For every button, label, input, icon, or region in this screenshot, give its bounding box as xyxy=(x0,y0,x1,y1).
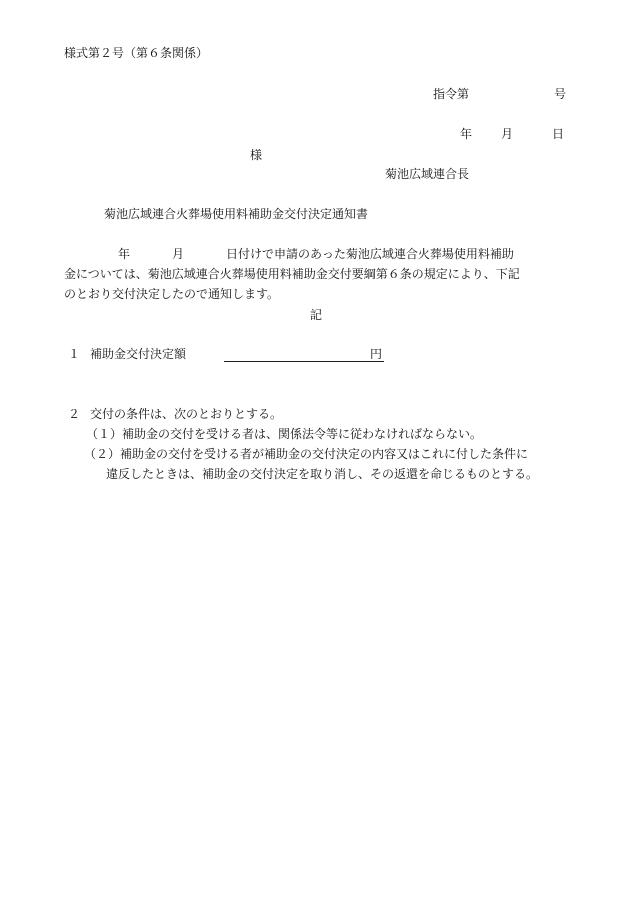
item-1-number: １ xyxy=(68,347,81,361)
form-number: 様式第２号（第６条関係） xyxy=(64,46,209,60)
body-year-label: 年 xyxy=(118,247,131,261)
document-title: 菊池広域連合火葬場使用料補助金交付決定通知書 xyxy=(104,207,369,221)
body-text-line-2: 金については、菊池広域連合火葬場使用料補助金交付要綱第６条の規定により、下記 xyxy=(64,267,520,281)
body-text-line-3: のとおり交付決定したので通知します。 xyxy=(64,287,280,301)
grant-amount-field[interactable] xyxy=(224,344,384,362)
condition-2-continued: 違反したときは、補助金の交付決定を取り消し、その返還を命じるものとする。 xyxy=(106,467,539,481)
item-1-label: 補助金交付決定額 xyxy=(90,347,187,361)
addressee-suffix: 様 xyxy=(250,148,263,162)
body-text-line-1: 日付けで申請のあった菊池広域連合火葬場使用料補助 xyxy=(226,247,514,261)
date-year-label: 年 xyxy=(460,127,473,141)
issuer-name: 菊池広域連合長 xyxy=(385,167,470,181)
ki-heading: 記 xyxy=(310,308,323,322)
item-2-label: 交付の条件は、次のとおりとする。 xyxy=(90,407,283,421)
directive-prefix: 指令第 xyxy=(433,87,470,101)
body-month-label: 月 xyxy=(172,247,185,261)
date-month-label: 月 xyxy=(501,127,514,141)
item-2-number: ２ xyxy=(68,407,81,421)
condition-2: （２）補助金の交付を受ける者が補助金の交付決定の内容又はこれに付した条件に xyxy=(84,447,529,461)
directive-suffix: 号 xyxy=(554,87,567,101)
condition-1: （１）補助金の交付を受ける者は、関係法令等に従わなければならない。 xyxy=(86,427,483,441)
date-day-label: 日 xyxy=(552,127,565,141)
yen-unit: 円 xyxy=(370,347,383,361)
